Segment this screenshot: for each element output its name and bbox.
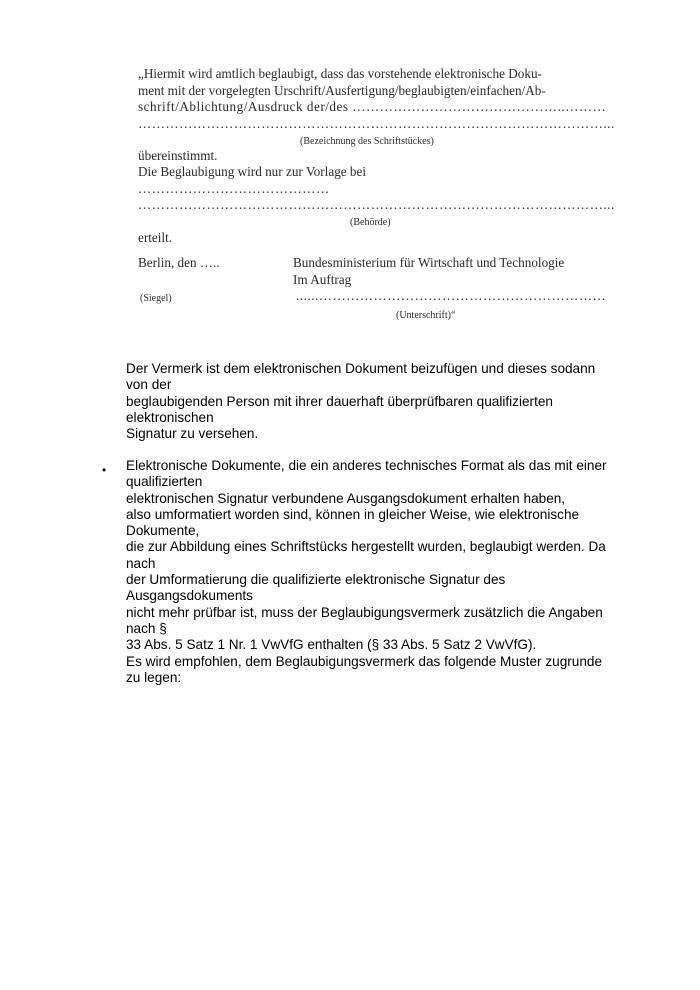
template-seal: (Siegel) <box>140 293 172 304</box>
text-line: qualifizierten <box>126 474 203 490</box>
template-dots-short: …………………………………… <box>138 180 330 196</box>
text-line: zu legen: <box>126 669 182 685</box>
template-line-1: „Hiermit wird amtlich beglaubigt, dass das vorstehende elektronische Doku- <box>138 66 542 81</box>
template-place-date: Berlin, den ….. <box>138 255 220 270</box>
caption-authority: (Behörde) <box>350 217 391 228</box>
text-line: Dokumente, <box>126 523 200 539</box>
text-line: Der Vermerk ist dem elektronischen Dokument beizufügen und dieses sodann <box>126 361 596 376</box>
text-line: nicht mehr prüfbar ist, muss der Beglaubigungsvermerk zusätzlich die Angaben <box>126 604 603 620</box>
template-signature-dots: ......……………………………………………………… <box>296 288 607 303</box>
caption-signature: (Unterschrift)“ <box>396 310 456 321</box>
text-line: Ausgangsdokuments <box>126 588 253 604</box>
template-presentation: Die Beglaubigung wird nur zur Vorlage bei <box>138 164 367 179</box>
text-line: Es wird empfohlen, dem Beglaubigungsvermerk das folgende Muster zugrunde <box>126 653 603 669</box>
text-line: beglaubigenden Person mit ihrer dauerhaft überprüfbaren qualifizierten <box>126 393 553 409</box>
paragraph-attachment-note <box>126 361 626 442</box>
text-line: Elektronische Dokumente, die ein anderes technisches Format als das mit einer <box>126 458 607 473</box>
template-line-4: …………………………………………………………………………………………... <box>138 115 615 131</box>
text-line: von der <box>126 377 172 393</box>
template-dots-long: …………………………………………………………………………………………... <box>138 197 615 212</box>
certification-template-image <box>138 64 615 326</box>
caption-document: (Bezeichnung des Schriftstückes) <box>300 136 434 147</box>
paragraph-reformatted-documents <box>126 458 646 686</box>
text-line: 33 Abs. 5 Satz 1 Nr. 1 VwVfG enthalten (§ 33 Abs. 5 Satz 2 VwVfG). <box>126 637 537 653</box>
text-line: der Umformatierung die qualifizierte elektronische Signatur des <box>126 572 506 588</box>
text-line: elektronischen <box>126 409 214 425</box>
bullet-point: • <box>102 463 107 477</box>
template-on-behalf: Im Auftrag <box>293 271 352 287</box>
template-line-3: schrift/Ablichtung/Ausdruck der/des ………………………………………..……… <box>138 99 607 114</box>
text-line: elektronischen Signatur verbundene Ausgangsdokument erhalten haben, <box>126 490 566 506</box>
template-ministry: Bundesministerium für Wirtschaft und Technologie <box>293 255 565 270</box>
text-line: die zur Abbildung eines Schriftstücks hergestellt wurden, beglaubigt werden. Da <box>126 539 606 555</box>
template-line-2: ment mit der vorgelegten Urschrift/Ausfertigung/beglaubigten/einfachen/Ab- <box>138 82 546 98</box>
template-granted: erteilt. <box>138 230 173 245</box>
text-line: nach <box>126 555 156 571</box>
text-line: nach § <box>126 620 167 636</box>
text-line: also umformatiert worden sind, können in gleicher Weise, wie elektronische <box>126 506 580 522</box>
text-line: Signatur zu versehen. <box>126 426 259 442</box>
template-agree: übereinstimmt. <box>138 148 218 163</box>
